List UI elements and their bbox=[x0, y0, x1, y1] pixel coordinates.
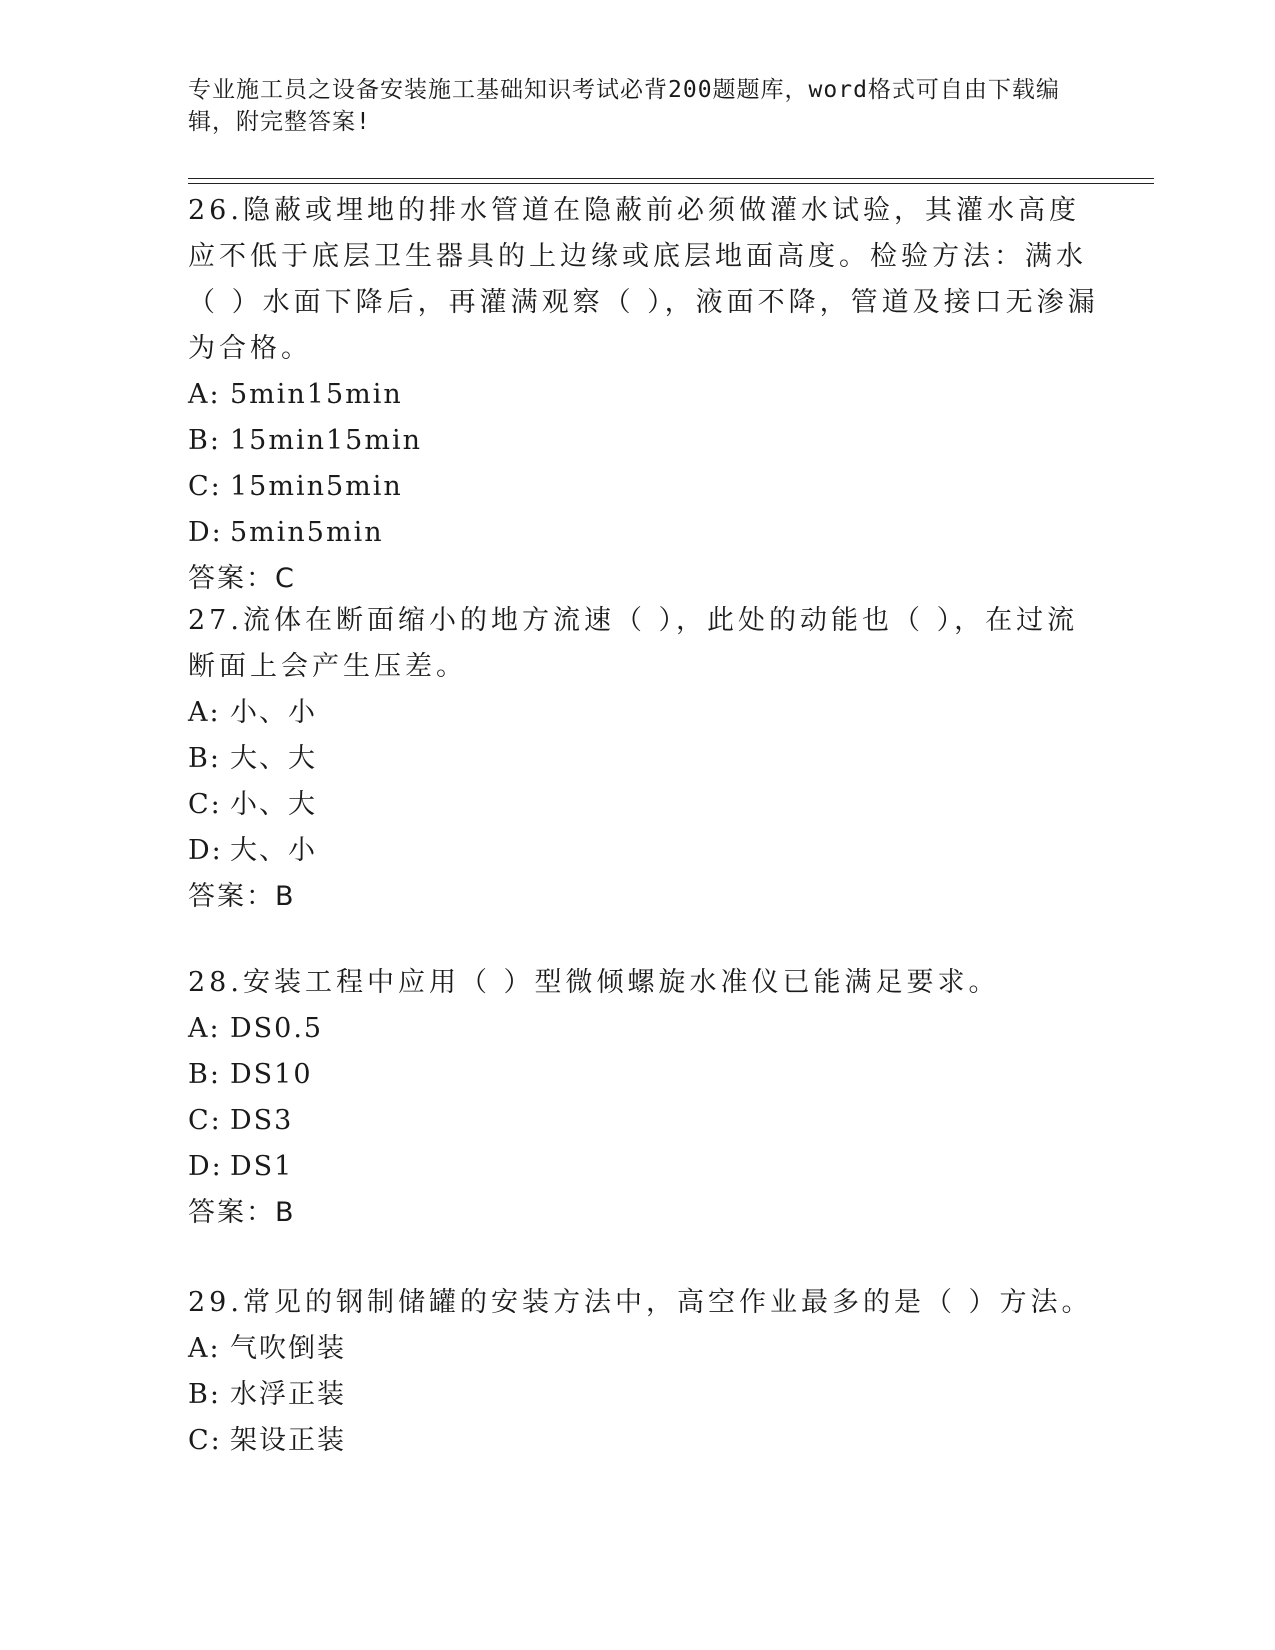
option-text: 15min5min bbox=[230, 471, 403, 502]
option-text: DS0.5 bbox=[230, 1013, 324, 1044]
option-text: DS10 bbox=[230, 1059, 313, 1090]
option-d bbox=[188, 828, 1108, 874]
option-label: C: bbox=[188, 471, 222, 502]
option-label: B: bbox=[188, 425, 221, 456]
option-text: 小、小 bbox=[230, 697, 317, 728]
option-text: 气吹倒装 bbox=[230, 1333, 346, 1364]
option-label: B: bbox=[188, 743, 221, 774]
option-d bbox=[188, 1144, 1108, 1190]
question-stem: 29.常见的钢制储罐的安装方法中，高空作业最多的是（ ）方法。 bbox=[188, 1287, 1093, 1318]
option-text: 水浮正装 bbox=[230, 1379, 346, 1410]
option-text: 架设正装 bbox=[230, 1425, 346, 1456]
option-label: D: bbox=[188, 835, 223, 866]
question-stem: 28.安装工程中应用（ ）型微倾螺旋水准仪已能满足要求。 bbox=[188, 967, 1000, 998]
option-label: A: bbox=[188, 697, 221, 728]
option-c bbox=[188, 1418, 1108, 1464]
question-26 bbox=[188, 188, 1108, 602]
answer-line: 答案：C bbox=[188, 563, 296, 594]
answer-line: 答案：B bbox=[188, 1197, 296, 1228]
question-28 bbox=[188, 960, 1108, 1236]
option-label: C: bbox=[188, 789, 222, 820]
option-label: A: bbox=[188, 379, 221, 410]
header-rule-top bbox=[188, 178, 1154, 179]
option-text: 5min15min bbox=[230, 379, 403, 410]
option-d bbox=[188, 510, 1108, 556]
option-text: 大、小 bbox=[230, 835, 317, 866]
option-label: B: bbox=[188, 1379, 221, 1410]
option-label: D: bbox=[188, 517, 223, 548]
option-c bbox=[188, 782, 1108, 828]
question-stem: 27.流体在断面缩小的地方流速（ ），此处的动能也（ ），在过流断面上会产生压差。 bbox=[188, 605, 1079, 682]
option-text: DS1 bbox=[230, 1151, 294, 1182]
option-text: 15min15min bbox=[230, 425, 422, 456]
option-label: A: bbox=[188, 1013, 221, 1044]
question-29 bbox=[188, 1280, 1108, 1464]
option-b bbox=[188, 736, 1108, 782]
answer-line: 答案：B bbox=[188, 881, 296, 912]
option-label: C: bbox=[188, 1105, 222, 1136]
document-header: 专业施工员之设备安装施工基础知识考试必背200题题库，word格式可自由下载编辑，附完整答案! bbox=[188, 77, 1060, 135]
option-text: 小、大 bbox=[230, 789, 317, 820]
option-text: 5min5min bbox=[230, 517, 384, 548]
option-text: DS3 bbox=[230, 1105, 294, 1136]
option-a bbox=[188, 1326, 1108, 1372]
option-label: C: bbox=[188, 1425, 222, 1456]
question-27 bbox=[188, 598, 1108, 920]
option-c bbox=[188, 464, 1108, 510]
question-stem: 26.隐蔽或埋地的排水管道在隐蔽前必须做灌水试验，其灌水高度应不低于底层卫生器具的上边缘或底层地面高度。检验方法：满水（ ）水面下降后，再灌满观察（ ），液面不降，管道及接口无渗漏为合格。 bbox=[188, 195, 1099, 364]
option-label: D: bbox=[188, 1151, 223, 1182]
option-label: A: bbox=[188, 1333, 221, 1364]
option-a bbox=[188, 372, 1108, 418]
option-a bbox=[188, 1006, 1108, 1052]
header-rule-bottom bbox=[188, 183, 1154, 184]
option-a bbox=[188, 690, 1108, 736]
option-text: 大、大 bbox=[230, 743, 317, 774]
option-b bbox=[188, 1052, 1108, 1098]
option-b bbox=[188, 1372, 1108, 1418]
option-label: B: bbox=[188, 1059, 221, 1090]
option-b bbox=[188, 418, 1108, 464]
option-c bbox=[188, 1098, 1108, 1144]
